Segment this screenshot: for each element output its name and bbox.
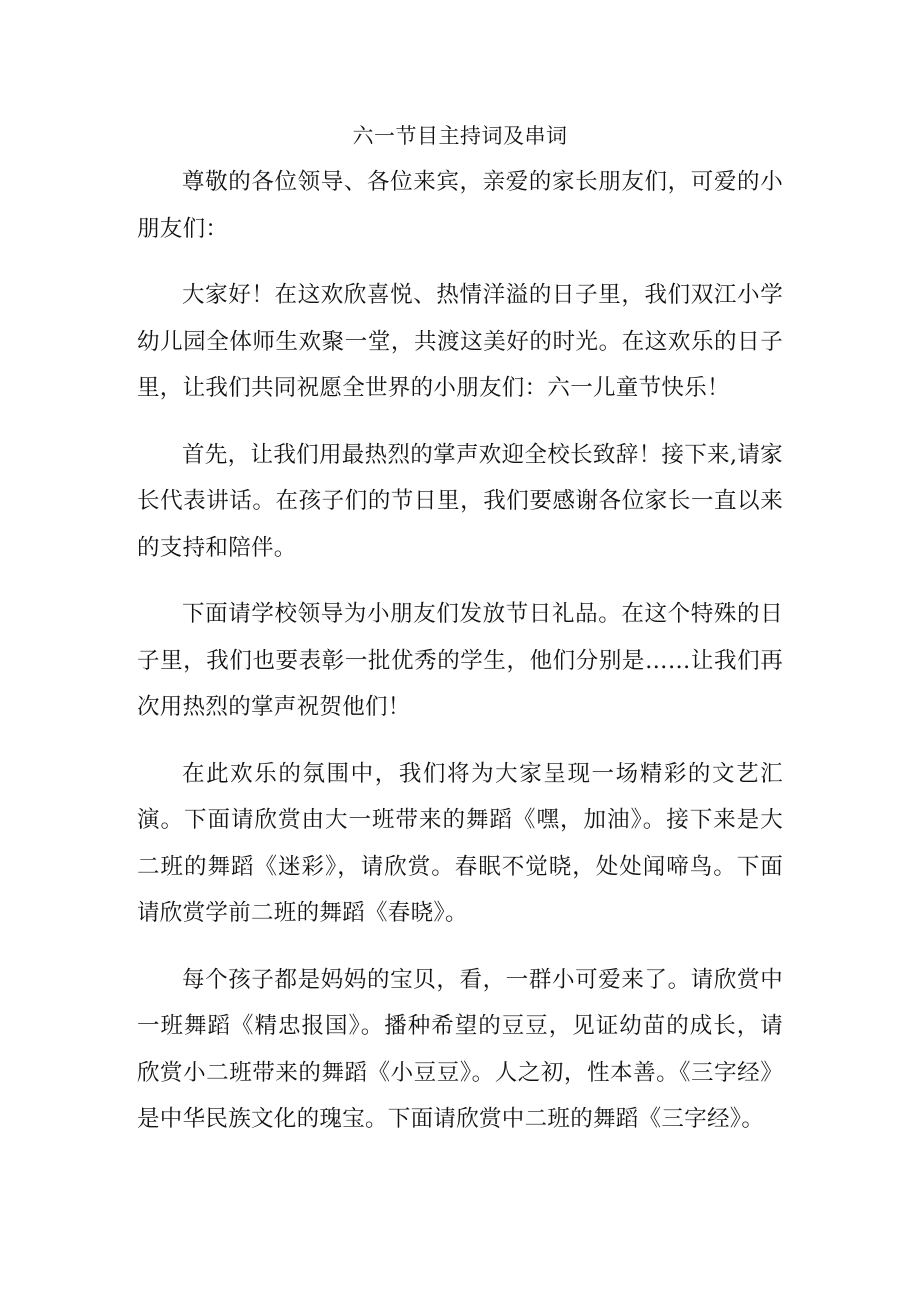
paragraph-performances-2: 每个孩子都是妈妈的宝贝，看，一群小可爱来了。请欣赏中一班舞蹈《精忠报国》。播种希望的豆豆，见证幼苗的成长，请欣赏小二班带来的舞蹈《小豆豆》。人之初，性本善。《三字经》是中华民族文化的瑰宝。下面请欣赏中二班的舞蹈《三字经》。 — [137, 966, 783, 1132]
document-title: 六一节目主持词及串词 — [352, 124, 568, 148]
paragraph-greeting: 尊敬的各位领导、各位来宾，亲爱的家长朋友们，可爱的小朋友们： — [137, 169, 783, 242]
paragraph-speeches: 首先，让我们用最热烈的掌声欢迎全校长致辞！接下来,请家长代表讲话。在孩子们的节日里，我们要感谢各位家长一直以来的支持和陪伴。 — [137, 441, 783, 561]
paragraph-opening: 大家好！在这欢欣喜悦、热情洋溢的日子里，我们双江小学幼儿园全体师生欢聚一堂，共渡这美好的时光。在这欢乐的日子里，让我们共同祝愿全世界的小朋友们：六一儿童节快乐！ — [137, 282, 783, 401]
document-body — [137, 119, 783, 1143]
paragraph-awards: 下面请学校领导为小朋友们发放节日礼品。在这个特殊的日子里，我们也要表彰一批优秀的学生，他们分别是……让我们再次用热烈的掌声祝贺他们！ — [137, 601, 783, 720]
paragraph-performances-1: 在此欢乐的氛围中，我们将为大家呈现一场精彩的文艺汇演。下面请欣赏由大一班带来的舞蹈《嘿，加油》。接下来是大二班的舞蹈《迷彩》，请欣赏。春眠不觉晓，处处闻啼鸟。下面请欣赏学前二班的舞蹈《春晓》。 — [137, 760, 783, 926]
